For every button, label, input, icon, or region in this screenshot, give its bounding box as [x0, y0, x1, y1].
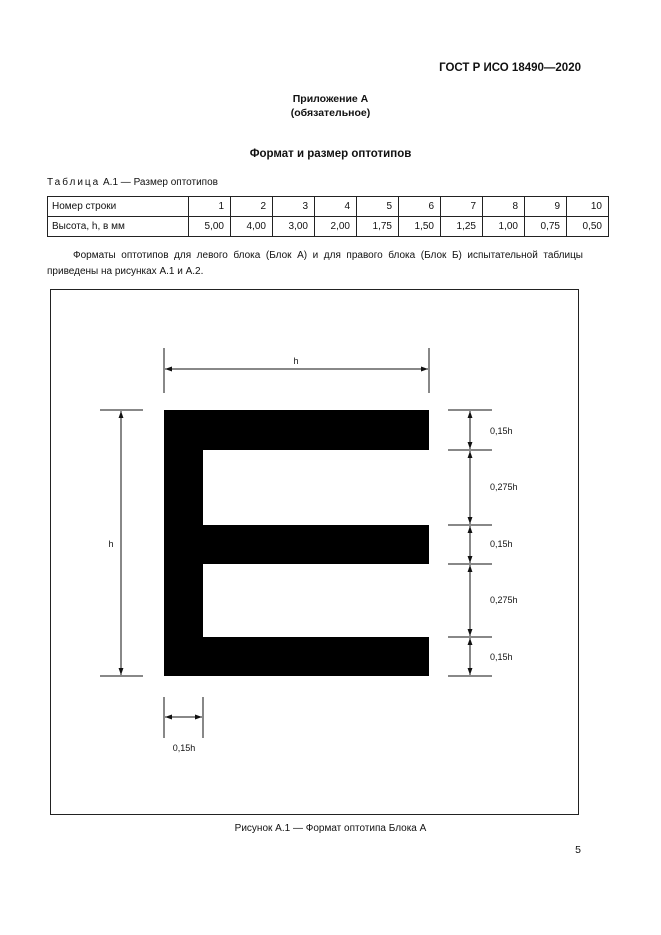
- gap-upper-label: 0,275h: [490, 482, 518, 492]
- bar-bottom-label: 0,15h: [490, 652, 513, 662]
- row-number-header: Номер строки: [48, 197, 189, 217]
- width-dimension: [164, 348, 429, 393]
- annex-status: (обязательное): [290, 107, 371, 119]
- table-cell: 0,50: [567, 217, 609, 237]
- height-dimension: [100, 410, 143, 676]
- table-cell: 7: [441, 197, 483, 217]
- width-label: h: [293, 356, 299, 366]
- table-cell: 8: [483, 197, 525, 217]
- table-cell: 10: [567, 197, 609, 217]
- table-cell: 1,25: [441, 217, 483, 237]
- table-cell: 1,00: [483, 217, 525, 237]
- figure-caption: Рисунок А.1 — Формат оптотипа Блока А: [234, 823, 427, 834]
- gap-lower-label: 0,275h: [490, 595, 518, 605]
- standard-code: ГОСТ Р ИСО 18490—2020: [439, 62, 581, 74]
- table-cell: 4,00: [231, 217, 273, 237]
- table-cell: 1,75: [357, 217, 399, 237]
- table-cell: 5: [357, 197, 399, 217]
- table-cell: 9: [525, 197, 567, 217]
- annex-title: Приложение А: [292, 93, 369, 105]
- height-header: Высота, h, в мм: [48, 217, 189, 237]
- table-cell: 4: [315, 197, 357, 217]
- table-cell: 5,00: [189, 217, 231, 237]
- table-cell: 6: [399, 197, 441, 217]
- bar-middle-label: 0,15h: [490, 539, 513, 549]
- table-cell: 2: [231, 197, 273, 217]
- segment-dimensions: [448, 410, 492, 676]
- optotype-e-shape: [164, 410, 429, 676]
- section-title: Формат и размер оптотипов: [249, 148, 412, 160]
- table-cell: 2,00: [315, 217, 357, 237]
- table-cell: 1,50: [399, 217, 441, 237]
- stem-width-label: 0,15h: [172, 743, 196, 753]
- table-cell: 1: [189, 197, 231, 217]
- stem-width-dimension: [164, 697, 203, 738]
- height-label: h: [108, 539, 114, 549]
- page-number: 5: [575, 844, 581, 856]
- table-cell: 3,00: [273, 217, 315, 237]
- table-caption-text: А.1 — Размер оптотипов: [103, 177, 218, 188]
- bar-top-label: 0,15h: [490, 426, 513, 436]
- body-paragraph: Форматы оптотипов для левого блока (Блок А) и для правого блока (Блок Б) испытательной таблицы приведены на рисунках А.1 и А.2.: [47, 250, 583, 277]
- table-caption-prefix: Таблица: [47, 177, 101, 188]
- table-cell: 3: [273, 197, 315, 217]
- table-cell: 0,75: [525, 217, 567, 237]
